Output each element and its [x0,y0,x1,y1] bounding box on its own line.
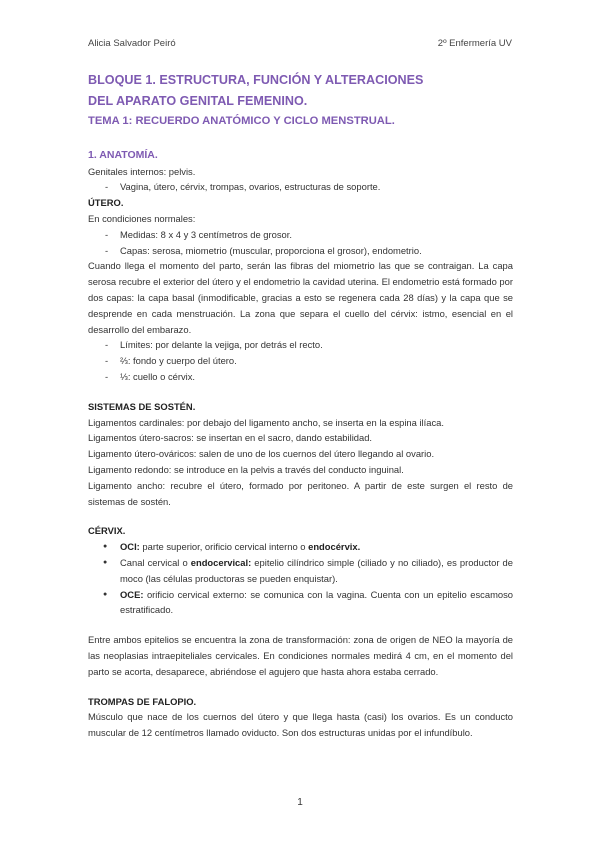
paragraph: Músculo que nace de los cuernos del útero y que llega hasta (casi) los ovarios. Es un conducto muscular de 12 centímetros llamado oviducto. Son dos estructuras unidas por el infundíbulo. [88,711,513,739]
section-heading-anatomia: 1. ANATOMÍA. [88,148,158,161]
bullet-text: orificio cervical externo: se comunica con la vagina. Cuenta con un epitelio escamoso estratificado. [120,588,513,616]
heading-trompas: TROMPAS DE FALOPIO. [88,695,197,707]
paragraph: Ligamento redondo: se introduce en la pelvis a través del conducto inguinal. [88,463,404,475]
document-body [88,70,513,741]
paragraph: Ligamento ancho: recubre el útero, formado por peritoneo. A partir de este surgen el resto de sistemas de sostén. [88,479,513,507]
paragraph: En condiciones normales: [88,212,196,224]
bold-term: OCI: [120,541,140,553]
paragraph: Ligamentos cardinales: por debajo del ligamento ancho, se inserta en la espina ilíaca. [88,416,444,428]
bullet-text: Canal cervical o [120,556,191,568]
bullet-item [88,555,513,587]
heading-sosten: SISTEMAS DE SOSTÉN. [88,400,196,412]
subtitle: TEMA 1: RECUERDO ANATÓMICO Y CICLO MENSTRUAL. [88,115,395,127]
bold-term: endocervical: [190,556,252,568]
bold-term: OCE: [120,588,144,600]
title-line-1: BLOQUE 1. ESTRUCTURA, FUNCIÓN Y ALTERACIONES [88,73,424,87]
bullet-item [88,539,513,555]
bullet-text: epitelio cilíndrico simple (ciliado y no ciliado), es productor de moco (las células productoras se pueden enquistar). [120,556,513,584]
paragraph: Ligamentos útero-sacros: se insertan en el sacro, dando estabilidad. [88,432,373,444]
bullet-text: parte superior, orificio cervical interno o [139,541,309,553]
heading-cervix: CÉRVIX. [88,525,126,537]
dash-item: - Límites: por delante la vejiga, por detrás el recto. [88,337,513,353]
header-author: Alicia Salvador Peiró [88,38,176,49]
paragraph: Entre ambos epitelios se encuentra la zona de transformación: zona de origen de NEO la mayoría de las neoplasias intraepiteliales cervicales. En condiciones normales medirá 4 cm, en el momento del parto se acorta, desaparece, abriéndose el agujero que hasta ahora estaba cerrado. [88,634,513,677]
title-line-2: DEL APARATO GENITAL FEMENINO. [88,94,308,108]
paragraph: Genitales internos: pelvis. [88,165,196,177]
header-course: 2º Enfermería UV [437,38,512,49]
page-number: 1 [297,797,303,808]
heading-utero: ÚTERO. [88,197,124,209]
dash-item: - ⅔: fondo y cuerpo del útero. [88,353,513,369]
bold-term: endocérvix. [308,541,361,553]
bullet-item [88,587,513,619]
paragraph: Ligamento útero-ováricos: salen de uno de los cuernos del útero llegando al ovario. [88,448,435,460]
dash-item: - ⅓: cuello o cérvix. [88,369,513,385]
paragraph: Cuando llega el momento del parto, serán las fibras del miometrio las que se contraigan. La capa serosa recubre el exterior del útero y el endometrio la cavidad uterina. El endometrio está formado por dos capas: la capa basal (inmodificable, gracias a esto se regenera cada 28 días) y la capa que se desprende en cada menstruación. La zona que separa el cuello del cérvix: istmo, esencial en el desarrollo del embarazo. [88,260,513,335]
dash-item: - Medidas: 8 x 4 y 3 centímetros de grosor. [88,227,513,243]
dash-item: - Vagina, útero, cérvix, trompas, ovarios, estructuras de soporte. [88,179,513,195]
dash-item: - Capas: serosa, miometrio (muscular, proporciona el grosor), endometrio. [88,243,513,259]
